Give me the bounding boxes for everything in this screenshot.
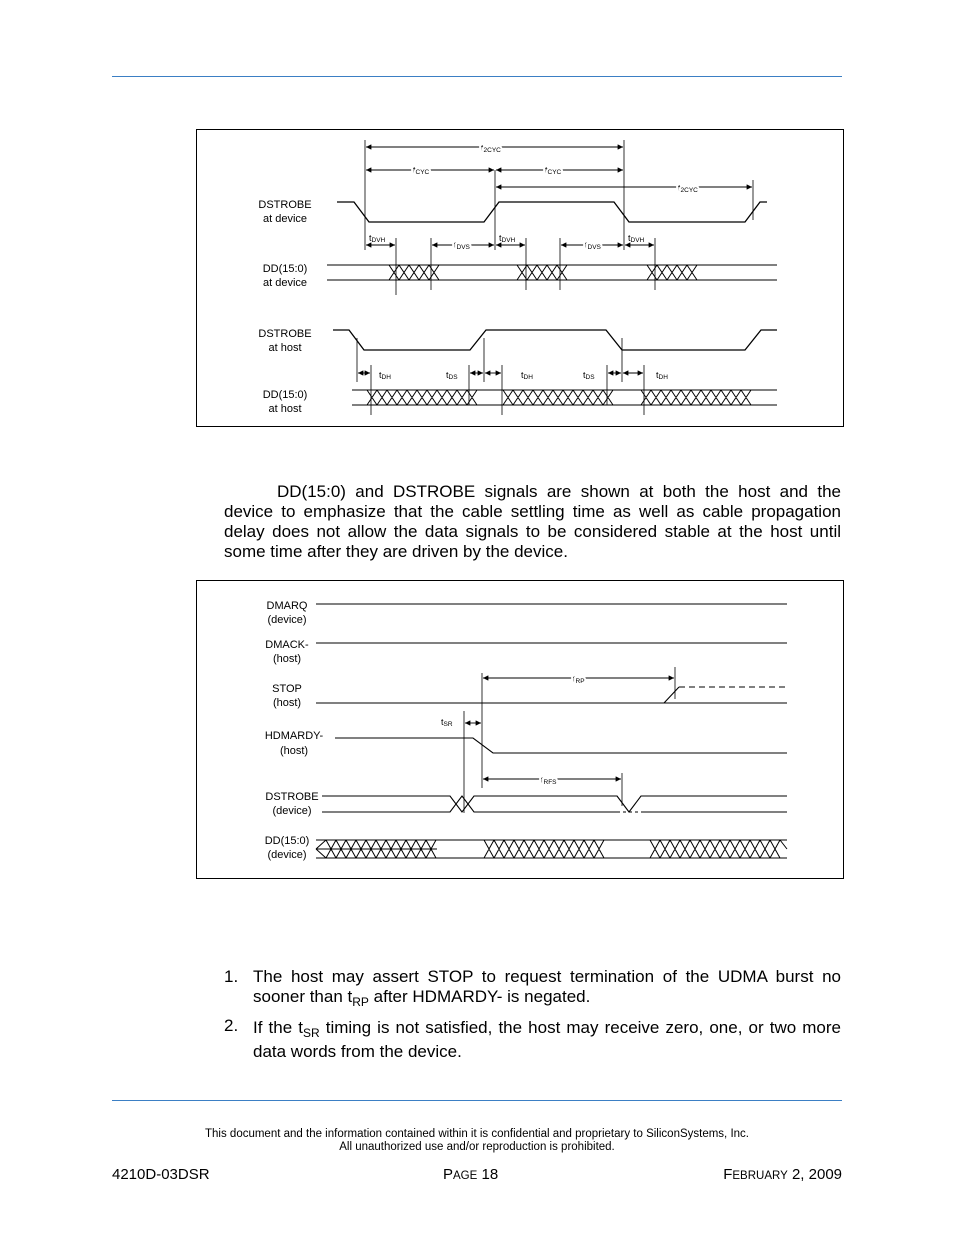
header-rule	[112, 76, 842, 77]
dstrobe-host-waveform	[333, 330, 777, 350]
trfs-label: tRFS	[541, 775, 557, 786]
label-dmack-sub: (host)	[272, 653, 302, 665]
tdvs-label-1: tDVS	[454, 240, 470, 251]
label-dmarq: DMARQ	[266, 600, 308, 612]
label-dstrobe-host-sub: at host	[268, 342, 302, 354]
tcyc-label-1: tCYC	[413, 165, 430, 176]
body-paragraph: DD(15:0) and DSTROBE signals are shown at both the host and the device to emphasize that the cable settling time as well as cable propagation delay does not allow the data signals to be considered stable at the host until some time after they are driven by the device.	[224, 482, 841, 561]
tdh-label-1: tDH	[379, 370, 391, 381]
label-dstrobe-sub: (device)	[272, 805, 312, 817]
label-dd-device: DD(15:0)	[262, 263, 308, 275]
stop-transition	[664, 687, 679, 703]
page-number: PAGE 18	[443, 1166, 499, 1183]
timing-diagram-device-termination	[196, 580, 844, 879]
label-hdmardy: HDMARDY-	[264, 730, 324, 742]
note-1-text: The host may assert STOP to request termination of the UDMA burst no sooner than $t_{RP}$ after HDMARDY- is negated.	[253, 967, 841, 1009]
footer-rule	[112, 1100, 842, 1101]
note-1	[224, 967, 841, 1007]
doc-number: 4210D-03DSR	[112, 1166, 210, 1183]
dd-bus	[316, 840, 787, 858]
dstrobe-waveform	[322, 796, 787, 812]
document-date: FEBRUARY 2, 2009	[723, 1166, 842, 1183]
dstrobe-device-waveform	[337, 202, 767, 222]
tsr-label: tSR	[441, 717, 453, 728]
tdh-label-3: tDH	[656, 370, 668, 381]
timing-diagram-2-svg	[197, 581, 845, 880]
note-1-number: 1.	[224, 967, 239, 986]
dd-device-bus	[327, 265, 777, 280]
tdvh-label-1: tDVH	[369, 233, 386, 244]
tds-label-1: tDS	[446, 370, 458, 381]
note-2-text: If the $t_{SR}$ timing is not satisfied, the host may receive zero, one, or two more data words from the device.	[253, 1018, 842, 1061]
label-dstrobe-device: DSTROBE	[258, 199, 312, 211]
tcyc-label-2: tCYC	[545, 165, 562, 176]
label-dstrobe-device-sub: at device	[262, 213, 308, 225]
label-dstrobe-host: DSTROBE	[258, 328, 312, 340]
label-dstrobe: DSTROBE	[265, 791, 319, 803]
tds-label-2: tDS	[583, 370, 595, 381]
tdvh-label-2: tDVH	[499, 233, 516, 244]
t2cyc-label-mid: t2CYC	[678, 183, 698, 194]
timing-diagram-sustained-burst	[196, 129, 844, 427]
label-hdmardy-sub: (host)	[279, 745, 309, 757]
note-2	[224, 1016, 841, 1064]
label-dd-device-sub: at device	[262, 277, 308, 289]
label-stop-sub: (host)	[272, 697, 302, 709]
t2cyc-label-top: t2CYC	[481, 143, 501, 154]
reference-lines-2	[464, 667, 675, 813]
tdh-label-2: tDH	[521, 370, 533, 381]
tdvs-label-2: tDVS	[585, 240, 601, 251]
hdmardy-waveform	[335, 738, 787, 753]
tdvh-label-3: tDVH	[628, 233, 645, 244]
label-dd-host-sub: at host	[268, 403, 302, 415]
confidentiality-notice	[112, 1128, 842, 1154]
label-dd: DD(15:0)	[264, 835, 310, 847]
label-stop: STOP	[272, 683, 302, 695]
notice-line-1: This document and the information contained within it is confidential and proprietary to SiliconSystems, Inc.	[205, 1128, 749, 1140]
timing-diagram-1-svg	[197, 130, 845, 428]
label-dmack: DMACK-	[265, 639, 309, 651]
label-dmarq-sub: (device)	[267, 614, 307, 626]
label-dd-sub: (device)	[267, 849, 307, 861]
notice-line-2: All unauthorized use and/or reproduction is prohibited.	[339, 1141, 615, 1153]
dd-host-bus	[352, 390, 777, 405]
note-2-number: 2.	[224, 1016, 239, 1035]
trp-label: tRP	[573, 674, 585, 685]
label-dd-host: DD(15:0)	[262, 389, 308, 401]
